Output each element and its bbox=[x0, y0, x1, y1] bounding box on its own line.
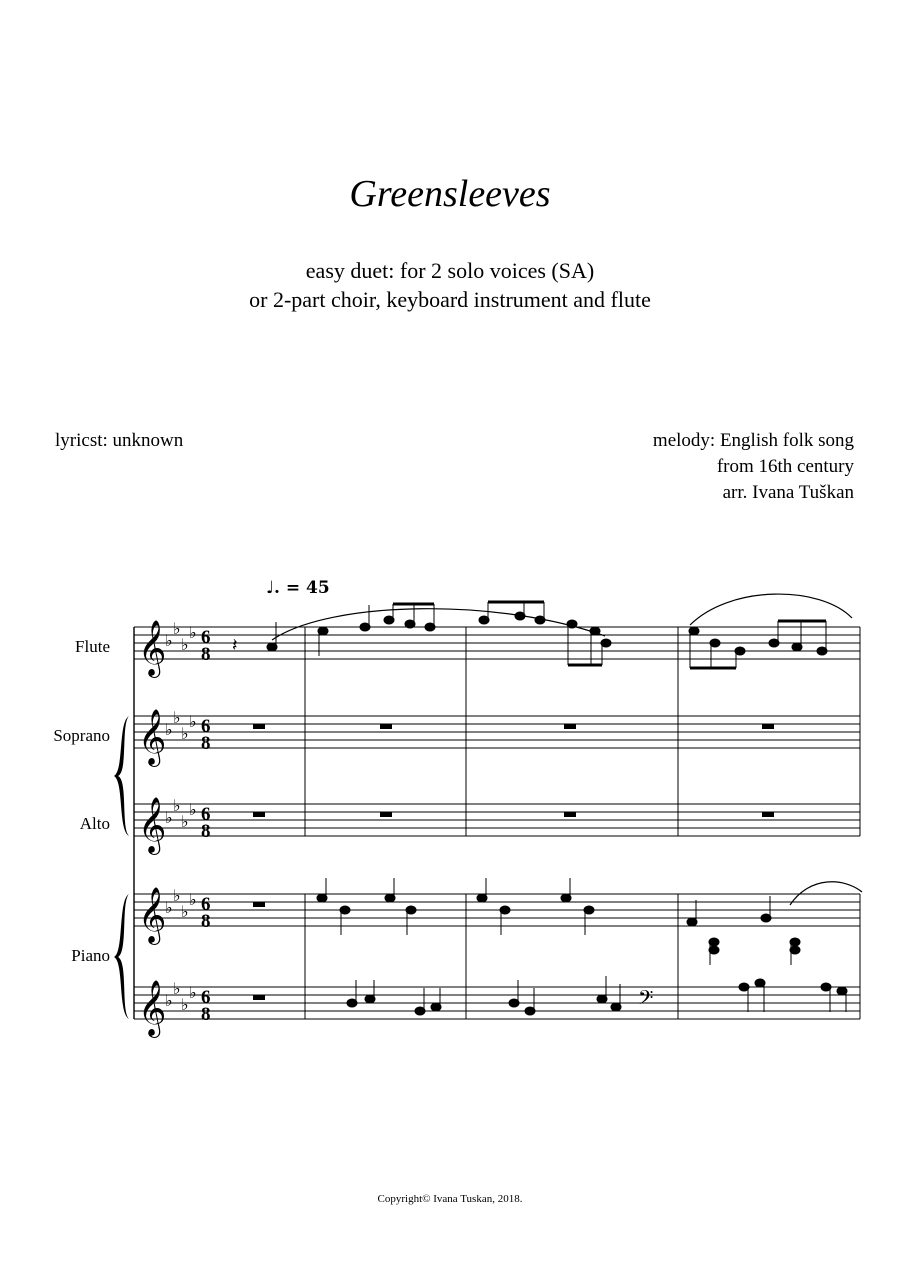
svg-text:𝄽: 𝄽 bbox=[232, 635, 238, 656]
barlines bbox=[305, 627, 860, 1019]
composer-credit-line-1: melody: English folk song bbox=[652, 430, 854, 451]
svg-text:♭: ♭ bbox=[189, 983, 197, 1002]
svg-text:♭: ♭ bbox=[173, 708, 181, 727]
svg-text:6: 6 bbox=[201, 894, 211, 915]
staff-alto bbox=[134, 804, 860, 836]
svg-text:♭: ♭ bbox=[173, 886, 181, 905]
svg-text:♭: ♭ bbox=[165, 720, 173, 739]
svg-text:♭: ♭ bbox=[173, 979, 181, 998]
composer-credit-line-2: from 16th century bbox=[716, 456, 854, 477]
svg-text:♭: ♭ bbox=[181, 724, 189, 743]
svg-text:♭: ♭ bbox=[181, 902, 189, 921]
svg-text:♭: ♭ bbox=[189, 712, 197, 731]
treble-clef-icon: 𝄞 bbox=[138, 797, 167, 853]
svg-text:♭: ♭ bbox=[181, 995, 189, 1014]
svg-text:6: 6 bbox=[201, 804, 211, 825]
svg-text:♭: ♭ bbox=[189, 623, 197, 642]
svg-text:♭: ♭ bbox=[189, 800, 197, 819]
instrument-label-flute: Flute bbox=[75, 637, 110, 656]
staff-flute bbox=[134, 627, 860, 659]
treble-clef-icon: 𝄞 bbox=[138, 709, 167, 765]
staff-soprano bbox=[134, 716, 860, 748]
svg-text:8: 8 bbox=[201, 733, 211, 754]
measure-rests bbox=[253, 724, 774, 1000]
time-signature bbox=[201, 627, 211, 1025]
staff-piano-left-hand bbox=[134, 987, 860, 1019]
lyricist-credit: lyricst: unknown bbox=[55, 430, 184, 451]
svg-text:♭: ♭ bbox=[165, 991, 173, 1010]
arranger-credit: arr. Ivana Tuškan bbox=[722, 482, 854, 503]
svg-text:♭: ♭ bbox=[165, 631, 173, 650]
svg-text:♭: ♭ bbox=[189, 890, 197, 909]
treble-clef-icon: 𝄞 bbox=[138, 887, 167, 943]
subtitle-line-1: easy duet: for 2 solo voices (SA) bbox=[305, 258, 595, 283]
svg-text:6: 6 bbox=[201, 627, 211, 648]
tempo-marking: ♩. = 45 bbox=[266, 578, 330, 598]
svg-text:♭: ♭ bbox=[173, 619, 181, 638]
svg-text:♭: ♭ bbox=[181, 812, 189, 831]
staff-piano-right-hand bbox=[134, 894, 860, 926]
instrument-label-alto: Alto bbox=[79, 814, 110, 833]
svg-text:6: 6 bbox=[201, 716, 211, 737]
svg-text:♭: ♭ bbox=[181, 635, 189, 654]
treble-clef-icon: 𝄞 bbox=[138, 980, 167, 1036]
svg-text:8: 8 bbox=[201, 821, 211, 842]
score-title: Greensleeves bbox=[349, 173, 551, 215]
instrument-label-piano: Piano bbox=[71, 946, 110, 965]
svg-text:8: 8 bbox=[201, 644, 211, 665]
copyright-notice: Copyright© Ivana Tuskan, 2018. bbox=[377, 1193, 523, 1205]
flute-notes bbox=[232, 594, 852, 668]
svg-text:♭: ♭ bbox=[165, 808, 173, 827]
bass-clef-icon: 𝄢 bbox=[638, 986, 654, 1014]
subtitle-line-2: or 2-part choir, keyboard instrument and flute bbox=[249, 287, 651, 312]
svg-text:8: 8 bbox=[201, 1004, 211, 1025]
treble-clef-icon: 𝄞 bbox=[138, 620, 167, 676]
svg-text:♭: ♭ bbox=[173, 796, 181, 815]
svg-text:8: 8 bbox=[201, 911, 211, 932]
staff-braces bbox=[114, 716, 129, 1019]
svg-text:♭: ♭ bbox=[165, 898, 173, 917]
piano-right-hand-notes bbox=[317, 878, 862, 965]
svg-text:6: 6 bbox=[201, 987, 211, 1008]
key-signature-flats bbox=[165, 619, 197, 1014]
instrument-label-soprano: Soprano bbox=[53, 726, 110, 745]
